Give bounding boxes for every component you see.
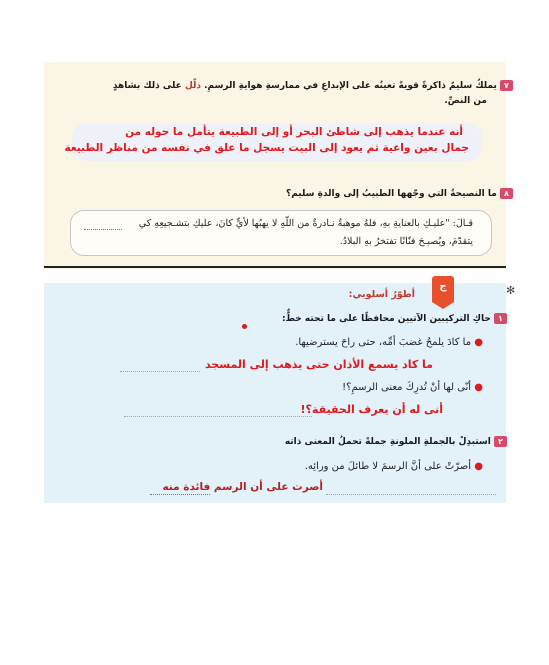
answer-line-2: [124, 416, 312, 417]
quote-8-line2: يتقدّمَ، ويُصبـحَ فنّانًا تفتخرُ بهِ البلادُ.: [339, 236, 473, 247]
marker-dot: [242, 324, 247, 329]
question-7: [113, 80, 513, 91]
exercise-1-answer2: أنى له أن يعرف الحقيقة؟!: [300, 403, 443, 416]
bullet-icon: ●: [474, 461, 483, 472]
exercise-1-answer1: ما كاد يسمع الأذان حتى يذهب إلى المسجد: [205, 358, 433, 371]
exercise-1-line1: [295, 337, 483, 348]
exercise-2-answer1: أصرت على أن الرسم فائدة منه: [162, 481, 323, 493]
exercise-1-line1-text: ما كادَ يلمحُ غضبَ أمِّه، حتى راحَ يسترضيها.: [295, 337, 472, 348]
section-divider: [44, 266, 506, 268]
question-number-7: ٧: [500, 80, 513, 91]
exercise-2-line1: [305, 461, 483, 472]
question-8-text: ما النصيحةُ التي وجّهها الطبيبُ إلى والدةِ سليم؟: [286, 189, 497, 199]
answer-line-3: [326, 494, 496, 495]
answer-7-line2: جمال بعين واعية ثم يعود إلى البيت يسجل ما علق في نفسه من مناظر الطبيعة: [64, 142, 469, 154]
answer-line-1: [120, 371, 200, 372]
question-7-text2: على ذلك بشاهدٍ: [112, 81, 182, 91]
question-number-8: ٨: [500, 188, 513, 199]
bullet-icon: ●: [474, 337, 483, 348]
answer-7-line1: أنه عندما يذهب إلى شاطئ البحر أو إلى الطبيعة يتأمل ما حوله من: [125, 126, 463, 138]
section-title: أطوّرُ أسلوبي:: [348, 289, 415, 300]
sun-icon: ✻: [506, 284, 516, 297]
exercise-1-line2: [342, 382, 483, 393]
exercise-1-title: [282, 313, 507, 324]
quote-box-8: [70, 210, 492, 256]
question-7-text3: من النصِّ.: [444, 96, 487, 106]
exercise-2-title: [285, 436, 507, 447]
question-8: [286, 188, 513, 199]
exercise-1-line2-text: أنّى لها أنْ تُدرِكَ معنى الرسمِ؟!: [342, 382, 472, 393]
answer-line-4: [150, 494, 210, 495]
question-7-hint: دلّل: [184, 81, 201, 91]
exercise-2-line1-text: أصرّتْ على أنَّ الرسمَ لا طائلَ من ورائِه.: [304, 461, 472, 472]
exercise-number-1: ١: [494, 313, 507, 324]
exercise-1-title-text: حاكِ التركيبين الآتيين محافظًا على ما تحته خطٌّ:: [282, 314, 491, 324]
quote-8-line1: قـالَ: "عليـكِ بالعنايةِ بهِ، فلهُ موهبةٌ نـادرةٌ من اللّهِ لا يهبُها لأيٍّ كانَ، عليكِ بتشـجيعِهِ كي: [138, 218, 473, 229]
exercise-number-2: ٢: [494, 436, 507, 447]
question-7-line2: [444, 96, 487, 106]
question-7-text: يملكُ سليمٌ ذاكرةً قويةً تعينُه على الإبداعِ في ممارسةِ هوايةِ الرسمِ.: [204, 81, 497, 91]
exercise-2-title-text: استبدِلْ بالجملةِ الملونةِ جملةً تحملُ المعنى ذاته: [284, 437, 491, 447]
bullet-icon: ●: [474, 382, 483, 393]
section-tag: ج: [432, 276, 454, 302]
quote-8-underline: [84, 229, 122, 230]
